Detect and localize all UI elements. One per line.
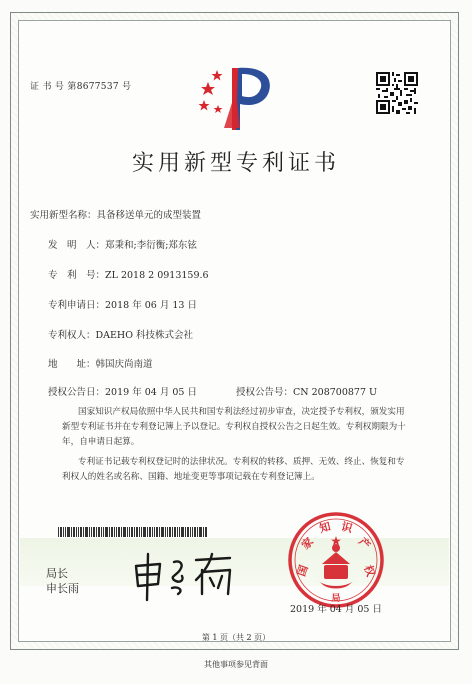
barcode-icon	[58, 527, 208, 537]
body-paragraph-2-line-1: 专利证书记载专利权登记时的法律状况。专利权的转移、质押、无效、终止、恢复和专	[78, 457, 405, 467]
inventor-value: 郑秉和;李衍衡;郑东铉	[105, 240, 197, 251]
patent-owner-value: DAEHO 科技株式会社	[95, 330, 194, 341]
body-paragraph-1	[62, 405, 406, 450]
body-paragraph-1-line-2: 新型专利证书并在专利登记簿上予以登记。专利权自授权公告之日起生效。专利权期限为十	[62, 422, 406, 432]
certificate-number-label: 证 书 号 第	[30, 82, 77, 92]
certificate-title: 实用新型专利证书	[131, 151, 340, 176]
filing-date-row	[48, 297, 197, 311]
grant-number-label: 授权公告号：	[236, 387, 294, 398]
grant-date-row	[48, 384, 197, 398]
grant-number-value: CN 208700877 U	[293, 387, 378, 398]
director-name: 申长雨	[46, 582, 79, 595]
patent-number-row	[48, 267, 209, 281]
grant-date-label: 授权公告日：	[48, 387, 106, 398]
patent-owner-label: 专利权人：	[48, 330, 96, 341]
utility-model-name-row	[30, 207, 201, 221]
certificate-number-value: 8677537	[76, 82, 119, 92]
cnipa-logo-icon	[196, 60, 276, 132]
grant-date-value: 2019 年 04 月 05 日	[105, 387, 197, 398]
utility-model-name-value: 具备移送单元的成型装置	[96, 210, 202, 221]
footer-note: 其他事项参见背面	[204, 660, 268, 669]
patent-owner-row	[48, 327, 193, 341]
address-row	[48, 356, 153, 370]
director-signature	[130, 550, 242, 602]
svg-text:识: 识	[339, 519, 354, 536]
qr-code-icon	[376, 72, 418, 114]
body-paragraph-1-line-1: 国家知识产权局依照中华人民共和国专利法经过初步审查，决定授予专利权，颁发实用	[78, 407, 405, 417]
seal-date: 2019 年 04 月 05 日	[290, 604, 382, 615]
address-label: 地 址：	[48, 359, 96, 370]
body-paragraph-2	[62, 455, 405, 485]
patent-number-value: ZL 2018 2 0913159.6	[105, 270, 209, 281]
svg-text:国: 国	[294, 563, 311, 579]
address-value: 韩国庆尚南道	[95, 359, 153, 370]
filing-date-label: 专利申请日：	[48, 300, 106, 311]
svg-text:局: 局	[331, 594, 341, 604]
svg-text:产: 产	[355, 535, 373, 553]
director-block	[46, 566, 79, 596]
body-paragraph-2-line-2: 利权人的姓名或名称、国籍、地址变更等事项记载在专利登记簿上。	[62, 472, 320, 482]
page-number: 第 1 页（共 2 页）	[201, 633, 271, 642]
grant-number-row	[236, 384, 377, 398]
certificate-number	[30, 79, 131, 92]
patent-number-label: 专 利 号：	[48, 270, 106, 281]
official-seal-icon	[286, 510, 386, 610]
svg-text:家: 家	[299, 535, 317, 553]
utility-model-name-label: 实用新型名称：	[30, 210, 97, 221]
svg-text:知: 知	[318, 519, 333, 536]
certificate-number-suffix: 号	[122, 82, 132, 92]
inventor-label: 发 明 人：	[48, 240, 106, 251]
body-paragraph-1-line-3: 年，自申请日起算。	[62, 437, 140, 447]
filing-date-value: 2018 年 06 月 13 日	[105, 300, 197, 311]
svg-text:权: 权	[361, 563, 378, 579]
director-title: 局长	[46, 567, 68, 580]
inventor-row	[48, 237, 197, 251]
